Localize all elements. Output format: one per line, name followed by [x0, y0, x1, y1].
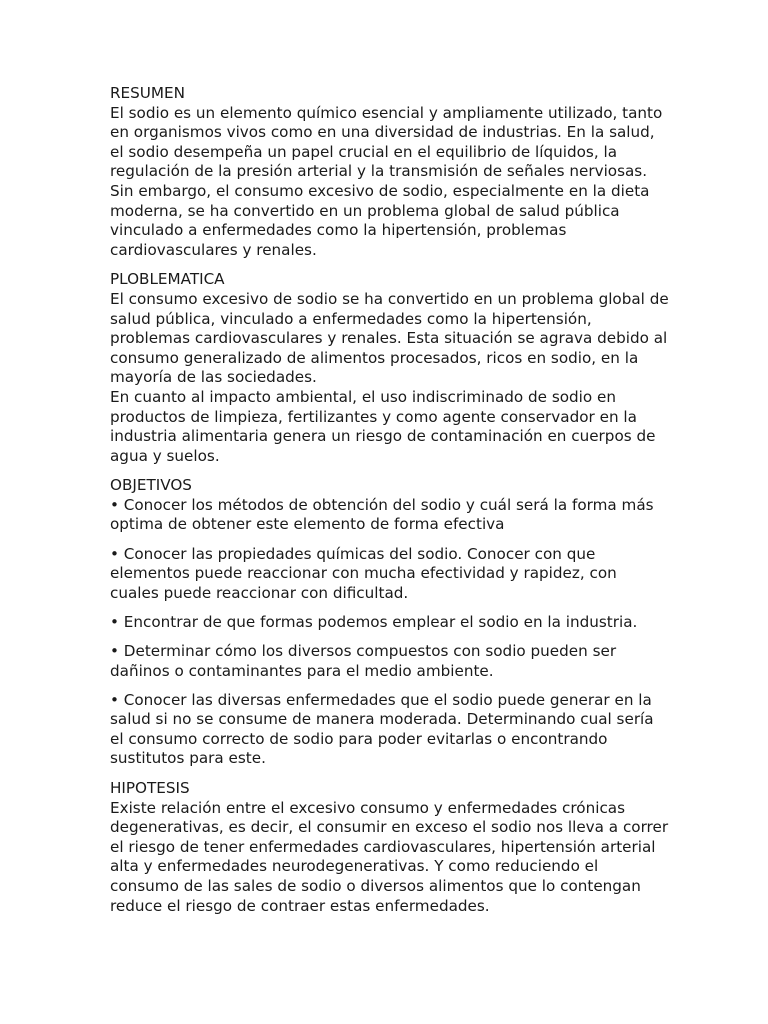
heading-problematica: PLOBLEMATICA: [110, 270, 225, 289]
heading-resumen: RESUMEN: [110, 84, 185, 102]
section-hipotesis: [110, 779, 670, 916]
problematica-paragraph-2: En cuanto al impacto ambiental, el uso indiscriminado de sodio en productos de limpieza, fertilizantes y como agente conservador en la industria alimentaria genera un riesgo de contaminación en cuerpos de agua y suelos.: [110, 387, 656, 465]
resumen-text: El sodio es un elemento químico esencial y ampliamente utilizado, tanto en organismos vivos como en una diversidad de industrias. En la salud, el sodio desempeña un papel crucial en el equilibrio de líquidos, la regulación de la presión arterial y la transmisión de señales nerviosas. Sin embargo, el consumo excesivo de sodio, especialmente en la dieta moderna, se ha convertido en un problema global de salud pública vinculado a enfermedades como la hipertensión, problemas cardiovasculares y renales.: [110, 103, 663, 259]
section-problematica: [110, 270, 670, 466]
objetivo-item: • Determinar cómo los diversos compuestos con sodio pueden ser dañinos o contaminantes para el medio ambiente.: [110, 641, 617, 680]
heading-hipotesis: HIPOTESIS: [110, 779, 190, 797]
objetivo-item: • Conocer las propiedades químicas del sodio. Conocer con que elementos puede reaccionar con mucha efectividad y rapidez, con cuales puede reaccionar con dificultad.: [110, 544, 617, 602]
section-objetivos: [110, 476, 670, 769]
problematica-paragraph-1: El consumo excesivo de sodio se ha convertido en un problema global de salud pública, vinculado a enfermedades como la hipertensión, problemas cardiovasculares y renales. Esta situación se agrava debido al consumo generalizado de alimentos procesados, ricos en sodio, en la mayoría de las sociedades.: [110, 289, 669, 387]
objetivo-item: • Conocer las diversas enfermedades que el sodio puede generar en la salud si no se consume de manera moderada. Determinando cual sería el consumo correcto de sodio para poder evitarlas o encontrando sustitutos para este.: [110, 690, 654, 768]
objetivo-item: • Conocer los métodos de obtención del sodio y cuál será la forma más optima de obtener este elemento de forma efectiva: [110, 495, 654, 534]
objetivo-item: • Encontrar de que formas podemos emplear el sodio en la industria.: [110, 612, 638, 631]
heading-objetivos: OBJETIVOS: [110, 476, 192, 495]
document-page: [110, 84, 670, 926]
section-resumen: [110, 84, 670, 260]
hipotesis-text: Existe relación entre el excesivo consumo y enfermedades crónicas degenerativas, es decir, el consumir en exceso el sodio nos lleva a correr el riesgo de tener enfermedades cardiovasculares, hipertensión arterial alta y enfermedades neurodegenerativas. Y como reduciendo el consumo de las sales de sodio o diversos alimentos que lo contengan reduce el riesgo de contraer estas enfermedades.: [110, 798, 669, 915]
